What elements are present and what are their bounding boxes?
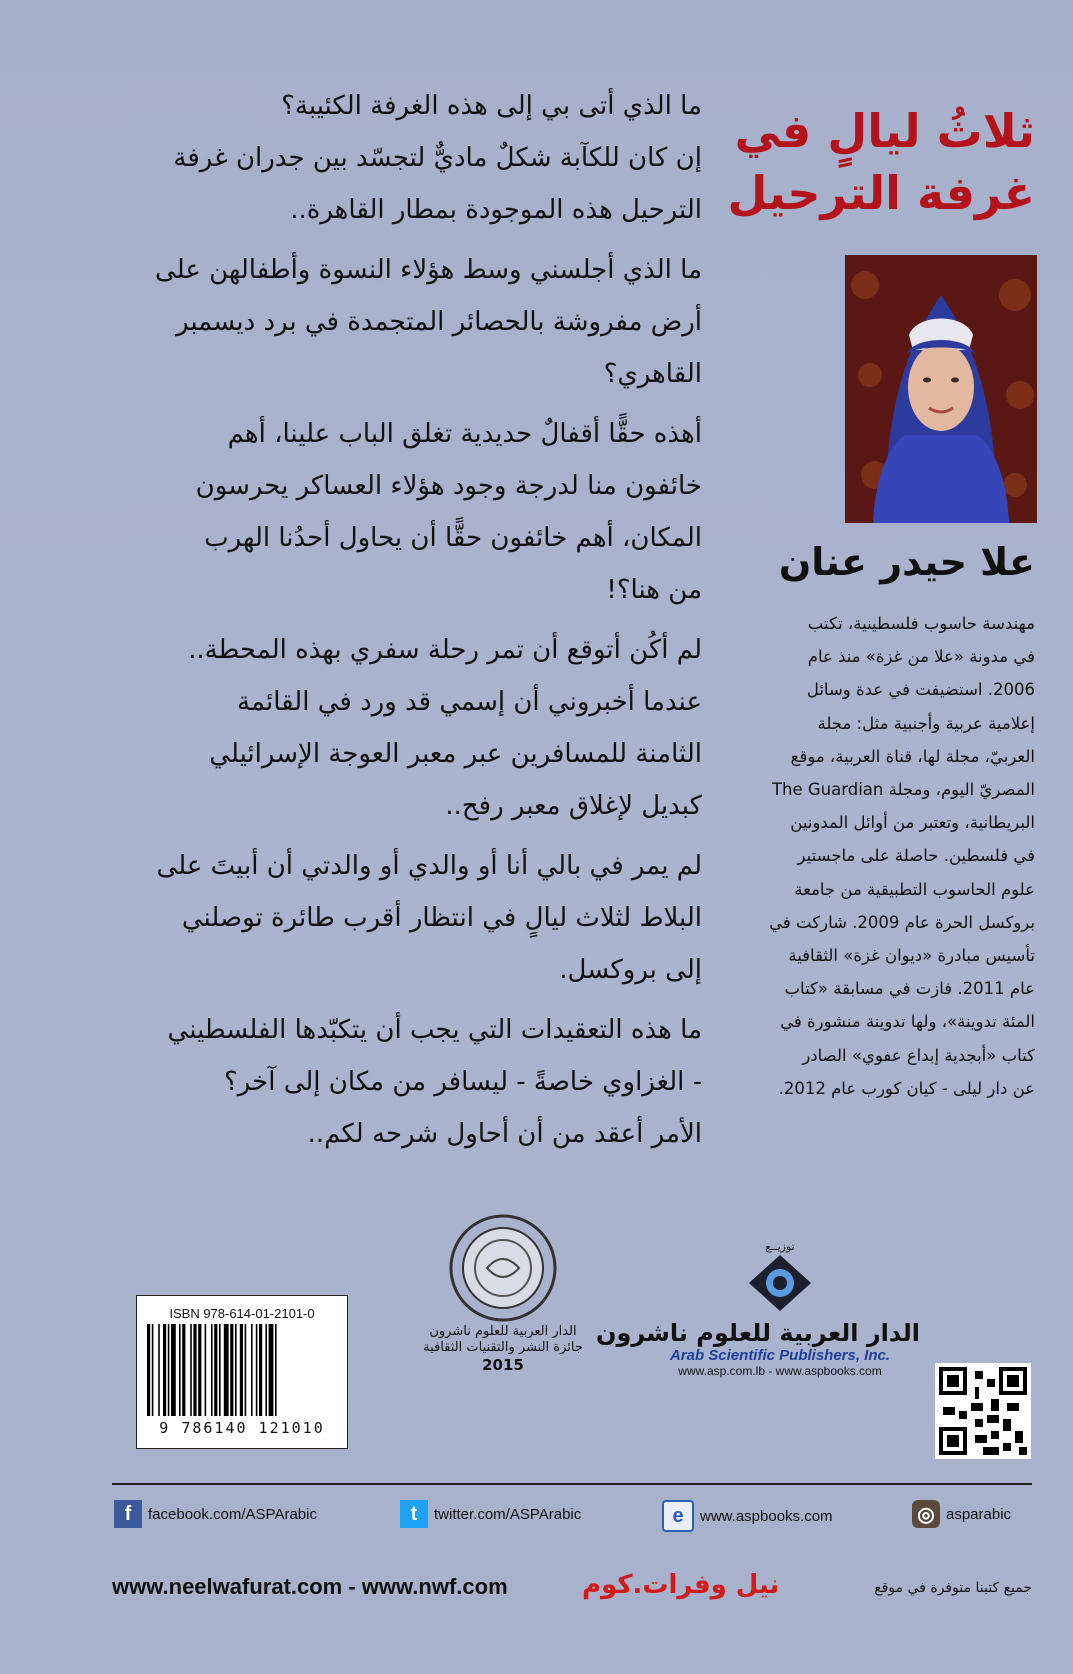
blurb-paragraph-3 xyxy=(112,408,702,616)
award-line-2: جائزة النشر والتقنيات الثقافية xyxy=(423,1340,583,1355)
bio-line: تأسيس مبادرة «ديوان غزة» الثقافية xyxy=(788,946,1035,966)
isbn-text: ISBN 978-614-01-2101-0 xyxy=(169,1306,315,1321)
title-line-2: غرفة الترحيل xyxy=(727,166,1035,220)
blurb-line: ما الذي أتى بي إلى هذه الغرفة الكئيبة؟ xyxy=(281,91,702,121)
bio-line: عن دار ليلى - كيان كورب عام 2012. xyxy=(778,1078,1035,1098)
instagram-label: asparabic xyxy=(946,1505,1012,1523)
barcode-bar xyxy=(179,1324,181,1416)
blurb-line: ما هذه التعقيدات التي يجب أن يتكبّدها الفلسطيني xyxy=(167,1015,702,1045)
bio-line: كتاب «أبجدية إبداع عفوي» الصادر xyxy=(802,1045,1035,1065)
facebook-link[interactable] xyxy=(114,1500,317,1528)
bio-line: عام 2011. فازت في مسابقة «كتاب xyxy=(784,979,1035,999)
blurb-line: عندما أخبروني أن إسمي قد ورد في القائمة xyxy=(237,687,702,717)
blurb-paragraph-4 xyxy=(112,624,702,832)
barcode-bar xyxy=(147,1324,150,1416)
author-name: علا حيدر عنان xyxy=(778,540,1035,584)
award-year: 2015 xyxy=(482,1356,524,1374)
title-line-1: ثلاثُ ليالٍ في xyxy=(734,104,1035,158)
publisher-name-en: Arab Scientific Publishers, Inc. xyxy=(669,1347,891,1364)
blurb-paragraph-5 xyxy=(112,840,702,996)
blurb-line: لم أكُن أتوقع أن تمر رحلة سفري بهذه المحطة.. xyxy=(188,635,702,665)
blurb-line: الترحيل هذه الموجودة بمطار القاهرة.. xyxy=(290,195,702,225)
blurb-line: - الغزاوي خاصةً - ليسافر من مكان إلى آخر؟ xyxy=(224,1067,702,1097)
barcode-digits: 9 786140 121010 xyxy=(159,1419,325,1437)
barcode-bar xyxy=(251,1324,253,1416)
twitter-link[interactable] xyxy=(400,1500,581,1528)
bio-line: 2006. استضيفت في عدة وسائل xyxy=(806,680,1035,700)
barcode-bar xyxy=(240,1324,243,1416)
barcode-bar xyxy=(269,1324,274,1416)
blurb-line: القاهري؟ xyxy=(603,359,702,389)
distribution-label: توزيــع xyxy=(765,1240,795,1253)
bio-line: في مدونة «علا من غزة» منذ عام xyxy=(807,647,1035,667)
instagram-icon: ◎ xyxy=(912,1500,940,1528)
store-urls[interactable]: www.neelwafurat.com - www.nwf.com xyxy=(112,1574,508,1599)
barcode-bar xyxy=(256,1324,258,1416)
barcode-bar xyxy=(259,1324,262,1416)
blurb-line: إن كان للكآبة شكلٌ ماديٌّ لتجسّد بين جدران غرفة xyxy=(173,143,702,173)
website-label: www.aspbooks.com xyxy=(700,1507,833,1525)
author-bio xyxy=(735,607,1035,1105)
instagram-link[interactable] xyxy=(912,1500,1011,1528)
bio-line: المئة تدوينة»، ولها تدوينة منشورة في xyxy=(780,1012,1035,1032)
award-seal-icon xyxy=(447,1212,559,1324)
publisher-urls: www.asp.com.lb - www.aspbooks.com xyxy=(678,1364,882,1378)
blurb-line: أهذه حقًّا أقفالٌ حديدية تغلق الباب علينا، أهم xyxy=(227,419,702,449)
barcode-bar xyxy=(198,1324,201,1416)
award-line-1: الدار العربية للعلوم ناشرون xyxy=(429,1324,577,1339)
twitter-label: twitter.com/ASPArabic xyxy=(434,1505,582,1523)
barcode-bar xyxy=(214,1324,217,1416)
barcode-bar xyxy=(265,1324,267,1416)
blurb-line: لم يمر في بالي أنا أو والدي أو والدتي أن أبيتَ على xyxy=(156,851,702,881)
website-link[interactable] xyxy=(662,1500,833,1532)
barcode-bar xyxy=(230,1324,233,1416)
barcode-bar xyxy=(158,1324,160,1416)
bio-line: المصريّ اليوم، ومجلة The Guardian xyxy=(771,780,1035,800)
facebook-icon: f xyxy=(114,1500,142,1528)
blurb-line: المكان، أهم خائفون حقًّا أن يحاول أحدُنا الهرب xyxy=(204,523,702,553)
book-title xyxy=(727,100,1035,224)
barcode-bar xyxy=(219,1324,221,1416)
author-photo xyxy=(845,255,1037,523)
blurb-line: الأمر أعقد من أن أحاول شرحه لكم.. xyxy=(307,1119,702,1149)
barcode-bar xyxy=(193,1324,196,1416)
blurb-line: البلاط لثلاث ليالٍ في انتظار أقرب طائرة توصلني xyxy=(181,903,702,933)
blurb-text xyxy=(112,80,702,1168)
barcode-bar xyxy=(152,1324,154,1416)
bio-line: إعلامية عربية وأجنبية مثل: مجلة xyxy=(817,713,1035,733)
bio-line: بروكسل الحرة عام 2009. شاركت في xyxy=(769,912,1035,932)
barcode-bar xyxy=(168,1324,170,1416)
barcode-bars xyxy=(147,1324,337,1416)
publisher-block xyxy=(595,1240,920,1378)
blurb-line: خائفون منا لدرجة وجود هؤلاء العساكر يحرسون xyxy=(195,471,702,501)
barcode-bar xyxy=(171,1324,176,1416)
bio-line: العربيّ، مجلة لها، قناة العربية، موقع xyxy=(790,746,1035,766)
barcode-bar xyxy=(275,1324,277,1416)
bio-line: علوم الحاسوب التطبيقية من جامعة xyxy=(794,879,1035,899)
publisher-name-ar: الدار العربية للعلوم ناشرون xyxy=(595,1319,920,1347)
footer-divider xyxy=(112,1483,1032,1485)
bio-line: مهندسة حاسوب فلسطينية، تكتب xyxy=(807,614,1035,633)
isbn-barcode xyxy=(136,1165,346,1479)
footer xyxy=(112,1570,1032,1610)
blurb-line: الثامنة للمسافرين عبر معبر العوجة الإسرائيلي xyxy=(209,739,702,769)
barcode-panel xyxy=(136,1295,348,1449)
bio-line: في فلسطين. حاصلة على ماجستير xyxy=(797,846,1035,866)
barcode-bar xyxy=(224,1324,229,1416)
qr-code-icon xyxy=(935,1363,1031,1459)
nwf-logo-text: نيل وفرات.كوم xyxy=(582,1570,780,1600)
barcode-bar xyxy=(163,1324,166,1416)
barcode-bar xyxy=(211,1324,213,1416)
blurb-paragraph-6 xyxy=(112,1004,702,1160)
barcode-bar xyxy=(205,1324,207,1416)
sheikh-zayed-award xyxy=(400,1212,606,1374)
bio-line: البريطانية، وتعتبر من أوائل المدونين xyxy=(790,813,1035,833)
barcode-bar xyxy=(235,1324,237,1416)
blurb-line: إلى بروكسل. xyxy=(559,955,702,985)
blurb-line: كبديل لإغلاق معبر رفح.. xyxy=(445,791,702,821)
blurb-paragraph-2 xyxy=(112,244,702,400)
blurb-line: ما الذي أجلسني وسط هؤلاء النسوة وأطفالهن على xyxy=(155,255,702,285)
barcode-bar xyxy=(245,1324,247,1416)
facebook-label: facebook.com/ASPArabic xyxy=(148,1505,317,1523)
blurb-paragraph-1 xyxy=(112,80,702,236)
nwf-logo xyxy=(582,1570,779,1600)
publisher-logo-icon xyxy=(745,1253,815,1313)
blurb-line: أرض مفروشة بالحصائر المتجمدة في برد ديسمبر xyxy=(175,307,702,337)
blurb-line: من هنا؟! xyxy=(606,575,702,605)
browser-icon: e xyxy=(662,1500,694,1532)
availability-text: جميع كتبنا متوفرة في موقع xyxy=(874,1580,1032,1596)
twitter-icon: t xyxy=(400,1500,428,1528)
barcode-bar xyxy=(190,1324,192,1416)
barcode-bar xyxy=(182,1324,185,1416)
